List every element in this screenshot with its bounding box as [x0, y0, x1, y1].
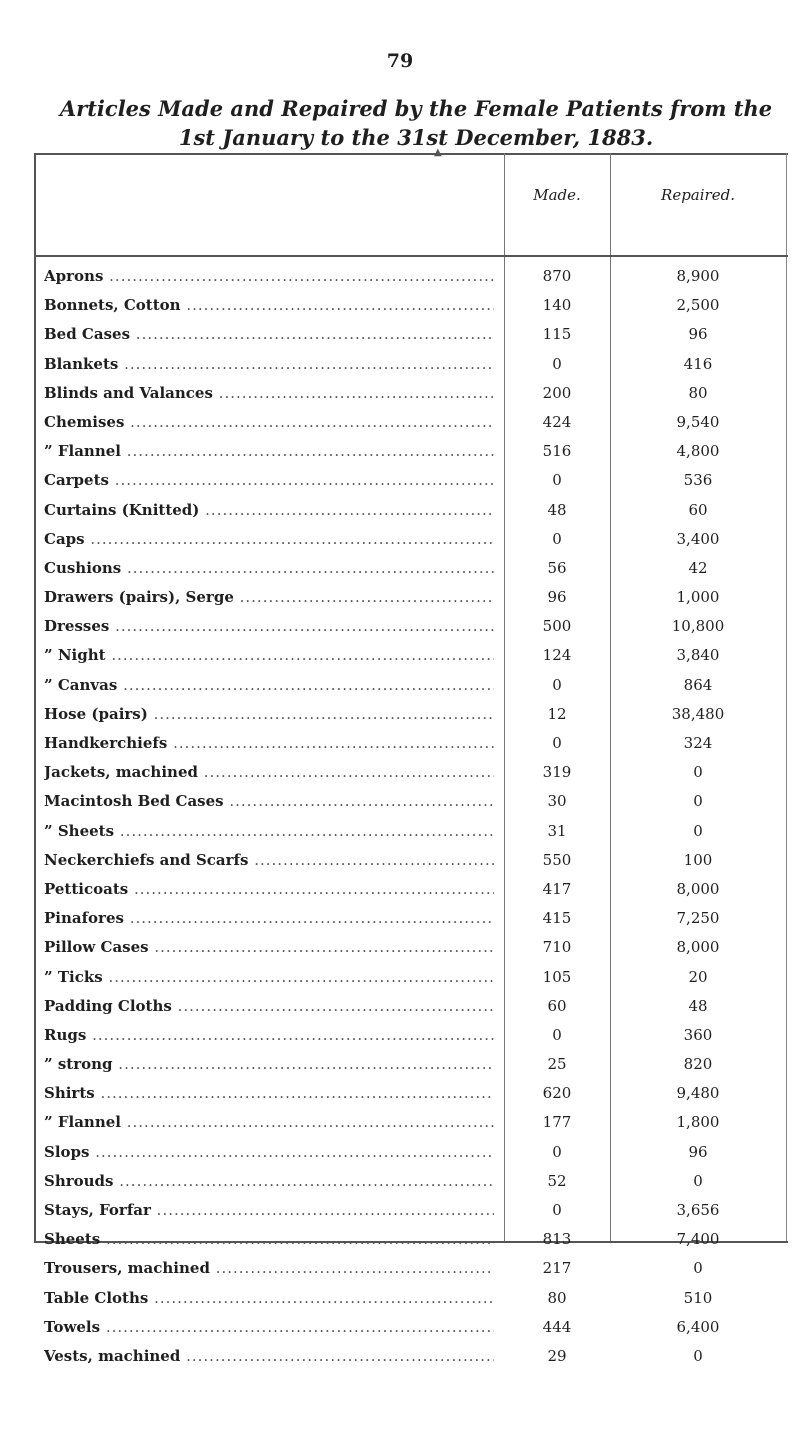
article-name: Shrouds .....: [44, 1172, 494, 1190]
made-count: 12: [547, 704, 567, 723]
table-top-rule: [34, 153, 788, 155]
article-name: Blinds and Valances .....: [44, 384, 494, 402]
table-row: [34, 351, 788, 380]
repaired-count: 96: [688, 1142, 708, 1161]
table-row: [34, 993, 788, 1022]
article-name: Vests, machined .....: [44, 1347, 494, 1365]
article-name: Slops .....: [44, 1143, 494, 1161]
table-row: [34, 1314, 788, 1343]
repaired-count: 38,480: [671, 704, 725, 723]
article-name: Neckerchiefs and Scarfs .....: [44, 851, 494, 869]
article-name: Caps .....: [44, 530, 494, 548]
made-count: 0: [552, 734, 562, 752]
article-name: ” Flannel .....: [44, 1113, 494, 1131]
table-row: [34, 1226, 788, 1255]
table-row: [34, 380, 788, 409]
table-row: [34, 1285, 788, 1314]
article-name: ” Sheets .....: [44, 822, 494, 840]
made-count: 105: [542, 967, 572, 986]
article-name: Table Cloths .....: [44, 1289, 494, 1307]
repaired-count: 2,500: [676, 296, 720, 315]
made-count: 0: [552, 1201, 562, 1219]
table-row: [34, 1255, 788, 1284]
repaired-count: 48: [688, 996, 708, 1015]
repaired-count: 0: [693, 821, 703, 840]
repaired-count: 80: [688, 383, 708, 402]
table-row: [34, 876, 788, 905]
article-name: Blankets .....: [44, 355, 494, 373]
article-name: Aprons .....: [44, 267, 494, 285]
repaired-count: 100: [683, 850, 713, 869]
made-count: 0: [552, 675, 562, 694]
made-count: 140: [542, 296, 572, 315]
made-count: 710: [542, 938, 572, 957]
made-count: 0: [552, 354, 562, 373]
repaired-count: 8,000: [676, 938, 720, 957]
repaired-count: 8,900: [676, 267, 720, 285]
repaired-count: 0: [693, 792, 703, 811]
repaired-count: 3,656: [676, 1201, 720, 1219]
table-row: [34, 1080, 788, 1109]
repaired-count: 20: [688, 967, 708, 986]
page-title: [36, 94, 796, 152]
table-row: [34, 497, 788, 526]
article-name: Drawers (pairs), Serge .....: [44, 588, 494, 606]
article-name: Carpets .....: [44, 471, 494, 489]
table-row: [34, 759, 788, 788]
made-count: 516: [542, 442, 572, 461]
article-name: Stays, Forfar .....: [44, 1201, 494, 1219]
table-row: [34, 613, 788, 642]
table-row: [34, 1109, 788, 1138]
repaired-count: 0: [693, 763, 703, 782]
header-rule: [34, 255, 788, 257]
table-row: [34, 964, 788, 993]
table-row: [34, 321, 788, 350]
article-name: Cushions .....: [44, 559, 494, 577]
made-count: 500: [542, 617, 572, 636]
repaired-count: 9,480: [676, 1084, 720, 1103]
table-row: [34, 1343, 788, 1372]
made-count: 25: [547, 1055, 567, 1074]
repaired-count: 3,400: [676, 529, 720, 548]
article-name: Chemises .....: [44, 413, 494, 431]
made-count: 31: [547, 821, 567, 840]
articles-table: [34, 147, 788, 1365]
repaired-count: 360: [683, 1025, 713, 1044]
made-count: 319: [542, 763, 572, 782]
made-count: 124: [542, 646, 572, 665]
article-name: Pinafores .....: [44, 909, 494, 927]
made-count: 444: [542, 1317, 572, 1336]
made-count: 80: [547, 1288, 567, 1307]
table-row: [34, 934, 788, 963]
article-name: Bonnets, Cotton .....: [44, 296, 494, 314]
article-name: Bed Cases .....: [44, 325, 494, 343]
table-row: [34, 1197, 788, 1226]
repaired-count: 0: [693, 1346, 703, 1365]
article-name: Petticoats .....: [44, 880, 494, 898]
table-row: [34, 1051, 788, 1080]
repaired-count: 96: [688, 325, 708, 344]
repaired-count: 510: [683, 1288, 713, 1307]
table-row: [34, 263, 788, 292]
article-name: ” Canvas .....: [44, 676, 494, 694]
made-count: 0: [552, 1142, 562, 1161]
made-count: 200: [542, 383, 572, 402]
made-count: 417: [542, 879, 572, 898]
article-name: Handkerchiefs .....: [44, 734, 494, 752]
repaired-count: 7,400: [676, 1230, 720, 1249]
table-row: [34, 818, 788, 847]
made-count: 56: [547, 558, 567, 577]
table-row: [34, 1168, 788, 1197]
table-row: [34, 555, 788, 584]
table-row: [34, 526, 788, 555]
table-row: [34, 409, 788, 438]
table-row: [34, 467, 788, 496]
article-name: ” strong .....: [44, 1055, 494, 1073]
article-name: ” Night .....: [44, 646, 494, 664]
made-count: 0: [552, 1025, 562, 1044]
table-row: [34, 584, 788, 613]
made-count: 30: [547, 792, 567, 811]
title-line-2: 1st January to the 31st December, 1883.: [178, 125, 654, 150]
repaired-count: 820: [683, 1055, 713, 1074]
repaired-count: 7,250: [676, 909, 720, 928]
article-name: Dresses .....: [44, 617, 494, 635]
repaired-count: 0: [693, 1259, 703, 1278]
repaired-count: 42: [688, 558, 708, 577]
made-count: 177: [542, 1113, 572, 1132]
repaired-count: 1,000: [676, 588, 720, 607]
article-name: Sheets .....: [44, 1230, 494, 1248]
article-name: Hose (pairs) .....: [44, 705, 494, 723]
repaired-count: 0: [693, 1171, 703, 1190]
article-name: Curtains (Knitted) .....: [44, 501, 494, 519]
made-count: 115: [542, 325, 572, 344]
repaired-count: 3,840: [676, 646, 720, 665]
made-count: 0: [552, 529, 562, 548]
table-row: [34, 672, 788, 701]
made-count: 60: [547, 996, 567, 1015]
repaired-count: 9,540: [676, 412, 720, 431]
table-body: [34, 263, 788, 1372]
table-row: [34, 788, 788, 817]
article-name: Rugs .....: [44, 1026, 494, 1044]
made-count: 620: [542, 1084, 572, 1103]
made-count: 52: [547, 1171, 567, 1190]
repaired-count: 10,800: [671, 617, 725, 636]
made-count: 29: [547, 1346, 567, 1365]
column-header-made: Made.: [533, 186, 581, 204]
article-name: ” Ticks .....: [44, 968, 494, 986]
repaired-count: 1,800: [676, 1113, 720, 1132]
made-count: 415: [542, 909, 572, 928]
made-count: 870: [542, 267, 572, 285]
article-name: Shirts .....: [44, 1084, 494, 1102]
repaired-count: 864: [683, 675, 713, 694]
article-name: Towels .....: [44, 1318, 494, 1336]
made-count: 550: [542, 850, 572, 869]
table-row: [34, 292, 788, 321]
top-rule-ornament: ▲: [434, 147, 442, 158]
article-name: ” Flannel .....: [44, 442, 494, 460]
repaired-count: 6,400: [676, 1317, 720, 1336]
page-number: 79: [386, 50, 414, 72]
table-row: [34, 1139, 788, 1168]
made-count: 217: [542, 1259, 572, 1278]
table-row: [34, 701, 788, 730]
made-count: 0: [552, 471, 562, 490]
table-row: [34, 905, 788, 934]
article-name: Macintosh Bed Cases .....: [44, 792, 494, 810]
column-header-repaired: Repaired.: [661, 186, 735, 204]
article-name: Jackets, machined .....: [44, 763, 494, 781]
made-count: 813: [542, 1230, 572, 1249]
article-name: Padding Cloths .....: [44, 997, 494, 1015]
made-count: 96: [547, 588, 567, 607]
repaired-count: 60: [688, 500, 708, 519]
repaired-count: 536: [683, 471, 713, 490]
repaired-count: 4,800: [676, 442, 720, 461]
made-count: 48: [547, 500, 567, 519]
article-name: Trousers, machined .....: [44, 1259, 494, 1277]
table-row: [34, 730, 788, 759]
article-name: Pillow Cases .....: [44, 938, 494, 956]
table-row: [34, 1022, 788, 1051]
table-row: [34, 438, 788, 467]
repaired-count: 416: [683, 354, 713, 373]
repaired-count: 324: [683, 734, 713, 752]
table-row: [34, 847, 788, 876]
repaired-count: 8,000: [676, 879, 720, 898]
table-row: [34, 642, 788, 671]
made-count: 424: [542, 412, 572, 431]
title-line-1: Articles Made and Repaired by the Female Patients from the: [59, 96, 773, 121]
